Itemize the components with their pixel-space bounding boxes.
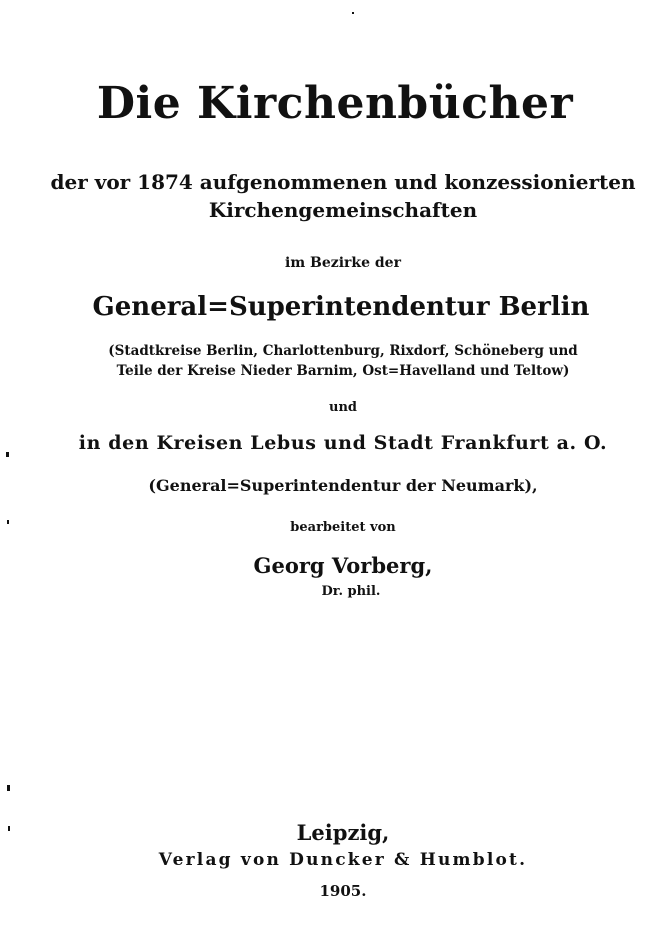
neumark-line: (General=Superintendentur der Neumark), [148,476,538,495]
book-title: Die Kirchenbücher [96,78,574,129]
author-name: Georg Vorberg, [253,553,433,578]
conjunction: und [329,400,357,415]
subtitle-line-1: der vor 1874 aufgenommenen und konzessionierten [50,170,636,194]
district-intro: im Bezirke der [285,255,401,271]
superintendency-heading: General=Superintendentur Berlin [92,292,590,322]
parenthetical-line-2: Teile der Kreise Nieder Barnim, Ost=Havelland und Teltow) [116,363,570,379]
scan-speck [7,520,9,524]
author-degree: Dr. phil. [321,584,381,599]
publication-year: 1905. [319,882,367,900]
edited-by: bearbeitet von [290,520,396,535]
publisher: Verlag von Duncker & Humblot. [158,850,528,870]
publication-place: Leipzig, [296,820,390,845]
scan-speck [352,12,354,14]
subtitle-line-2: Kirchengemeinschaften [208,198,478,222]
scan-speck [8,826,10,831]
scan-speck [7,785,10,791]
scan-speck [6,452,9,457]
parenthetical-line-1: (Stadtkreise Berlin, Charlottenburg, Rixdorf, Schöneberg und [108,343,578,359]
kreise-line: in den Kreisen Lebus und Stadt Frankfurt a. O. [78,432,608,454]
